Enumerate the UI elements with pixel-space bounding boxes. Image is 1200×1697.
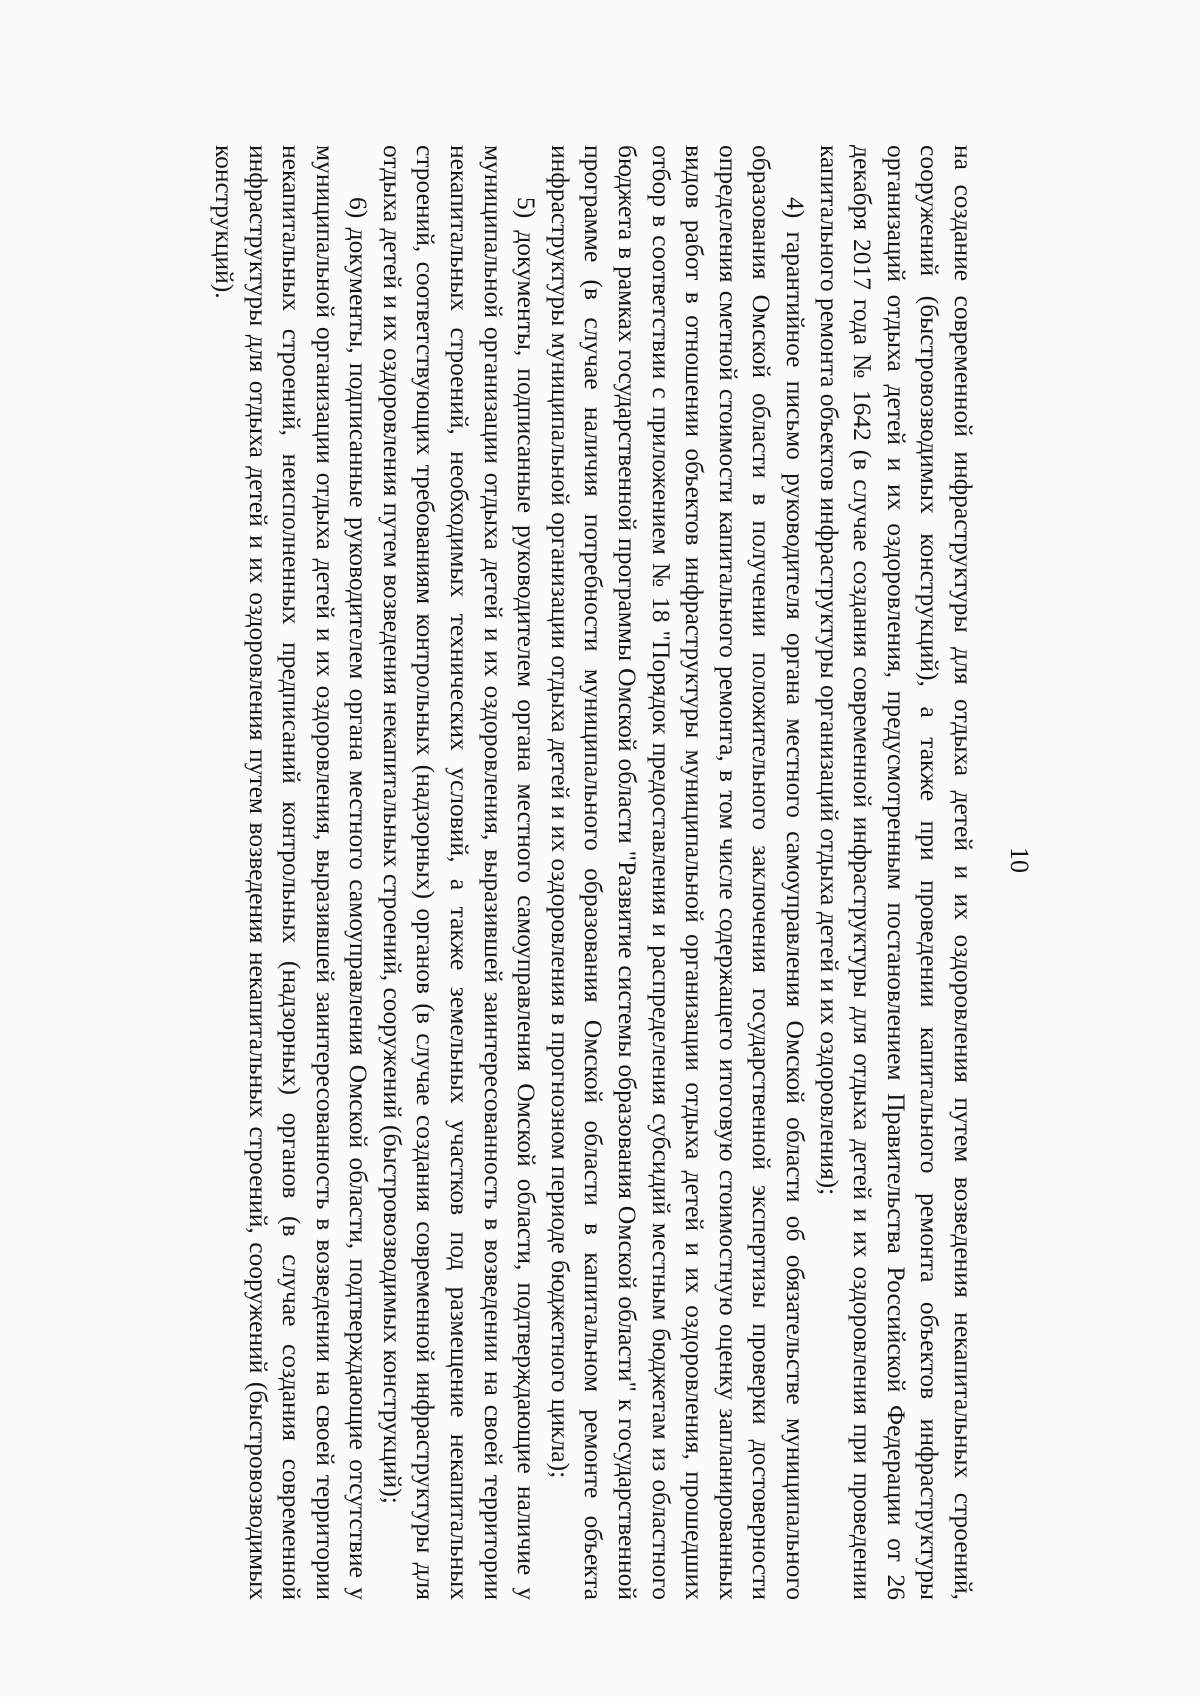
paragraph-item-5: 5) документы, подписанные руководителем органа местного самоуправления Омской области, подтверждающие наличие у муниципальной организации отдыха детей и их оздоровления, выразившей заинтересованность в возведении на своей территории некапитальных строений, необходимых технических условий, а также земельных участков под размещение некапитальных строений, соответствующих требованиям контрольных (надзорных) органов (в случае создания современной инфраструктуры для отдыха детей и их оздоровления путем возведения некапитальных строений, сооружений (быстровозводимых конструкций); [377,145,542,1600]
page-number: 10 [1005,847,1034,873]
paragraph-item-6: 6) документы, подписанные руководителем органа местного самоуправления Омской области, подтверждающие отсутствие у муниципальной организации отдыха детей и их оздоровления, выразившей заинтересованность в возведении на своей территории некапитальных строений, неисполненных предписаний контрольных (надзорных) органов (в случае создания современной инфраструктуры для отдыха детей и их оздоровления путем возведения некапитальных строений, сооружений (быстровозводимых конструкций). [209,145,374,1600]
paragraph-continuation: на создание современной инфраструктуры для отдыха детей и их оздоровления путем возведения некапитальных строений, сооружений (быстровозводимых конструкций), а также при проведении капитального ремонта объектов инфраструктуры организаций отдыха детей и их оздоровления, предусмотренным постановлением Правительства Российской Федерации от 26 декабря 2017 года № 1642 (в случае создания современной инфраструктуры для отдыха детей и их оздоровления при проведении капитального ремонта объектов инфраструктуры организаций отдыха детей и их оздоровления); [814,145,978,1600]
paragraph-item-4: 4) гарантийное письмо руководителя органа местного самоуправления Омской области об обязательстве муниципального образования Омской области в получении положительного заключения государственной экспертизы проверки достоверности определения сметной стоимости капитального ремонта, в том числе содержащего итоговую стоимостную оценку запланированных видов работ в отношении объектов инфраструктуры муниципальной организации отдыха детей и их оздоровления, прошедших отбор в соответствии с приложением № 18 "Порядок предоставления и распределения субсидий местным бюджетам из областного бюджета в рамках государственной программы Омской области "Развитие системы образования Омской области" к государственной программе (в случае наличия потребности муниципального образования Омской области в капитальном ремонте объекта инфраструктуры муниципальной организации отдыха детей и их оздоровления в прогнозном периоде бюджетного цикла); [545,145,811,1600]
document-body [207,145,980,1600]
rotated-page-content [160,85,1040,1635]
